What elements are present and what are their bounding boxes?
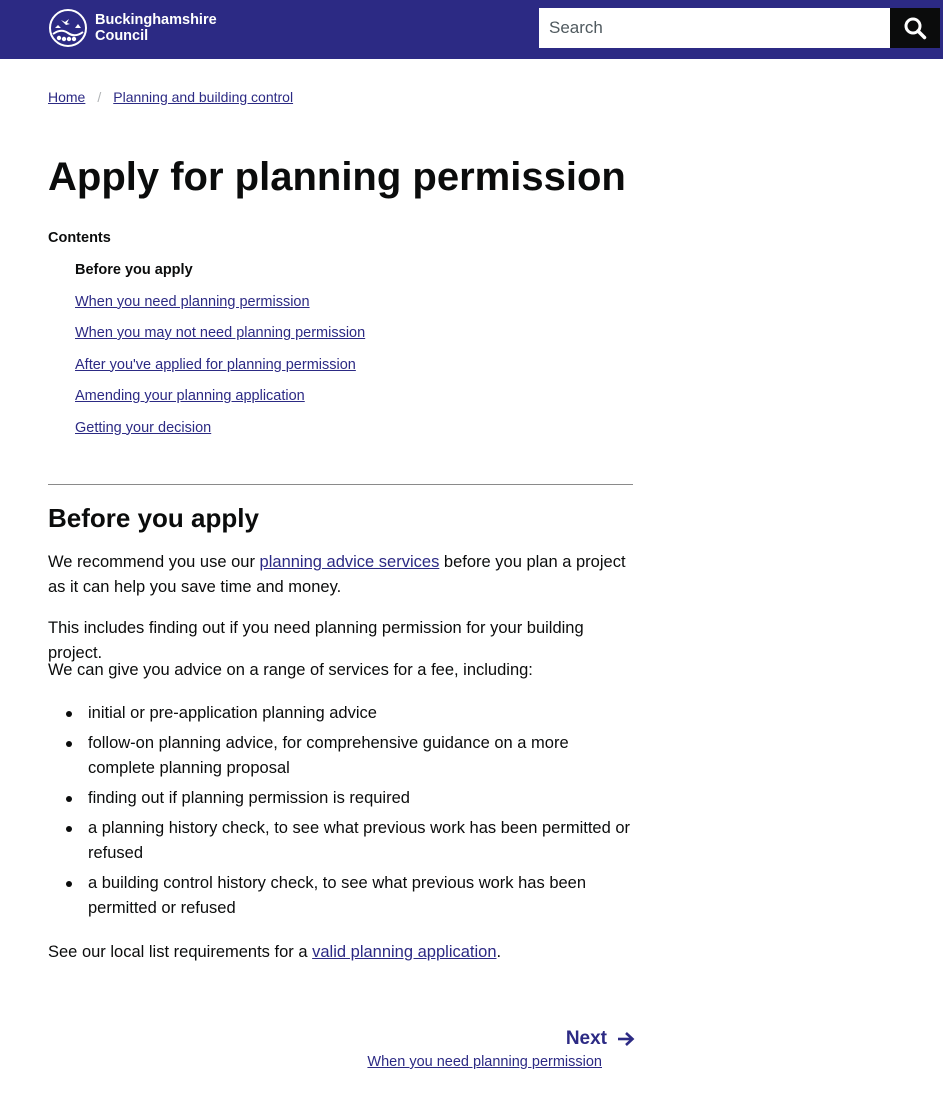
paragraph-includes: This includes finding out if you need planning permission for your building project. [48, 619, 584, 662]
breadcrumb-planning[interactable]: Planning and building control [113, 89, 294, 105]
valid-application-link[interactable]: valid planning application [312, 943, 497, 961]
contents-link-after-applied[interactable]: After you've applied for planning permission [75, 356, 356, 373]
site-header [0, 0, 943, 59]
contents-link-decision[interactable]: Getting your decision [75, 419, 212, 436]
paragraph-intro-start: We recommend you use our [48, 553, 260, 571]
paragraph-local-list [48, 940, 638, 965]
council-logo-icon[interactable] [48, 8, 88, 48]
page-title: Apply for planning permission [48, 155, 626, 199]
contents-item [75, 356, 365, 388]
next-button[interactable] [566, 1028, 635, 1050]
breadcrumb-separator: / [97, 89, 102, 105]
contents-current-label: Before you apply [75, 262, 193, 278]
contents-item [75, 419, 365, 451]
contents-link-may-not-need[interactable]: When you may not need planning permission [75, 325, 366, 341]
pagination-next [360, 1028, 635, 1070]
paragraph-intro-end: before you plan a project as it can help you save time and money. [48, 553, 626, 596]
breadcrumb [48, 89, 293, 105]
paragraph-local-list-end: . [496, 943, 502, 961]
breadcrumb-home[interactable]: Home [48, 89, 86, 105]
list-item: initial or pre-application planning advice [48, 701, 638, 726]
contents-heading: Contents [48, 230, 111, 246]
council-name-line2: Council [95, 28, 149, 44]
next-page-title-link[interactable]: When you need planning permission [367, 1054, 602, 1070]
contents-list [75, 261, 365, 450]
paragraph-local-list-start: See our local list requirements for a [48, 943, 313, 961]
services-list [48, 701, 638, 926]
contents-item [75, 324, 365, 356]
paragraph-intro [48, 550, 638, 600]
arrow-right-icon [617, 1031, 635, 1047]
planning-advice-link[interactable]: planning advice services [259, 553, 440, 571]
contents-link-amending[interactable]: Amending your planning application [75, 388, 305, 404]
list-item: a building control history check, to see what previous work has been permitted or refused [48, 871, 638, 921]
council-name[interactable] [95, 12, 217, 44]
search-input[interactable] [539, 8, 890, 48]
list-item: a planning history check, to see what previous work has been permitted or refused [48, 816, 638, 866]
paragraph-services: We can give you advice on a range of services for a fee, including: [48, 661, 533, 679]
contents-item [75, 387, 365, 419]
contents-item [75, 293, 365, 325]
contents-link-when-needed[interactable]: When you need planning permission [75, 293, 310, 310]
list-item: follow-on planning advice, for comprehensive guidance on a more complete planning proposal [48, 731, 638, 781]
council-name-line1: Buckinghamshire [95, 12, 217, 28]
section-title: Before you apply [48, 503, 259, 533]
list-item: finding out if planning permission is required [48, 786, 638, 811]
section-divider [48, 484, 633, 485]
next-label: Next [565, 1028, 607, 1049]
search-icon [903, 16, 927, 40]
search-button[interactable] [890, 8, 940, 48]
contents-item-current [75, 261, 365, 293]
